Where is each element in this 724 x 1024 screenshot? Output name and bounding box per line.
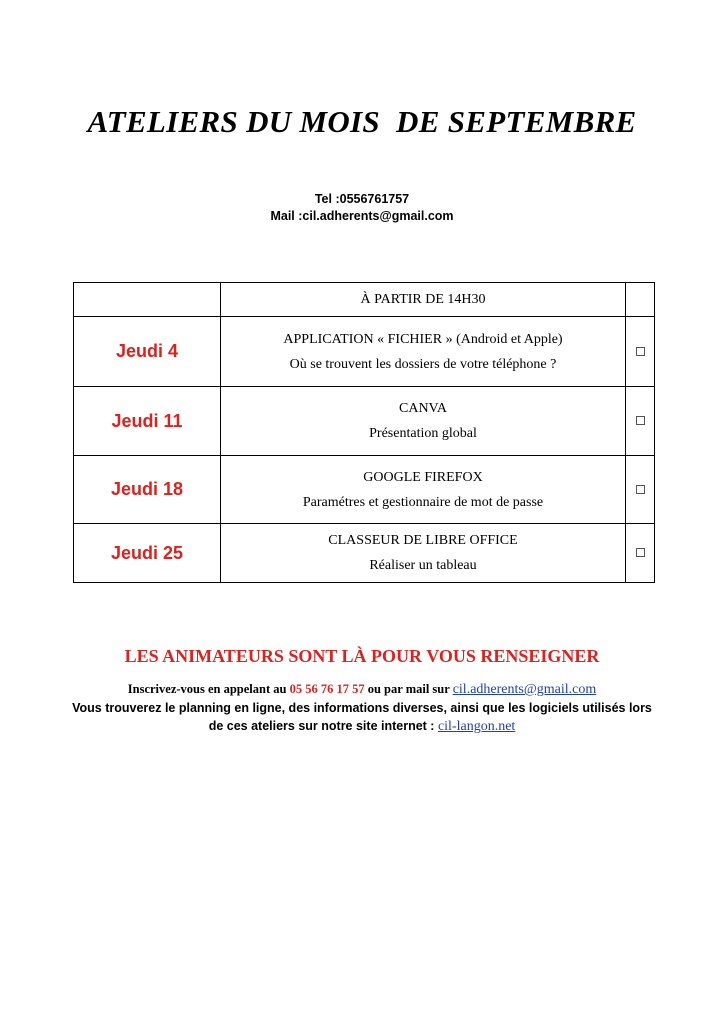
website-line <box>0 717 724 736</box>
activity-cell <box>221 317 626 387</box>
page-title: ATELIERS DU MOIS DE SEPTEMBRE <box>87 104 637 139</box>
table-header-row <box>74 283 655 317</box>
schedule-table <box>73 282 655 583</box>
signup-line <box>0 680 724 699</box>
contact-email: Mail :cil.adherents@gmail.com <box>270 209 454 223</box>
header-time: À PARTIR DE 14H30 <box>221 283 626 317</box>
website-text: de ces ateliers sur notre site internet : <box>208 719 438 733</box>
activity-title: GOOGLE FIREFOX <box>363 469 483 485</box>
activity-description: Réaliser un tableau <box>369 558 477 573</box>
checkbox[interactable] <box>636 485 645 494</box>
day-cell: Jeudi 4 <box>74 317 221 387</box>
activity-title: CLASSEUR DE LIBRE OFFICE <box>328 533 518 548</box>
signup-phone: 05 56 76 17 57 <box>289 682 365 696</box>
activity-description: Où se trouvent les dossiers de votre téléphone ? <box>289 356 557 372</box>
table-row <box>74 317 655 387</box>
checkbox-cell <box>626 524 655 583</box>
signup-text: Inscrivez-vous en appelant au <box>127 682 290 696</box>
checkbox[interactable] <box>636 347 645 356</box>
activity-description: Paramétres et gestionnaire de mot de passe <box>302 494 544 510</box>
planning-line: Vous trouverez le planning en ligne, des informations diverses, ainsi que les logiciels utilisés lors <box>72 701 652 715</box>
website-link[interactable]: cil-langon.net <box>437 719 516 734</box>
activity-cell <box>221 524 626 583</box>
day-cell: Jeudi 18 <box>74 456 221 524</box>
signup-text-mid: ou par mail sur <box>364 682 453 696</box>
activity-title: APPLICATION « FICHIER » (Android et Apple) <box>283 331 563 347</box>
header-empty-cell <box>626 283 655 317</box>
header-empty-cell <box>74 283 221 317</box>
checkbox-cell <box>626 456 655 524</box>
checkbox[interactable] <box>636 416 645 425</box>
day-cell: Jeudi 11 <box>74 387 221 456</box>
contact-phone: Tel :0556761757 <box>314 192 410 206</box>
activity-cell <box>221 387 626 456</box>
checkbox-cell <box>626 387 655 456</box>
activity-description: Présentation global <box>369 426 477 441</box>
day-cell: Jeudi 25 <box>74 524 221 583</box>
activity-title: CANVA <box>399 401 447 416</box>
table-row <box>74 456 655 524</box>
checkbox[interactable] <box>636 548 645 557</box>
email-link[interactable]: cil.adherents@gmail.com <box>452 682 597 697</box>
checkbox-cell <box>626 317 655 387</box>
animateurs-notice: LES ANIMATEURS SONT LÀ POUR VOUS RENSEIGNER <box>124 646 600 666</box>
activity-cell <box>221 456 626 524</box>
table-row <box>74 524 655 583</box>
table-row <box>74 387 655 456</box>
